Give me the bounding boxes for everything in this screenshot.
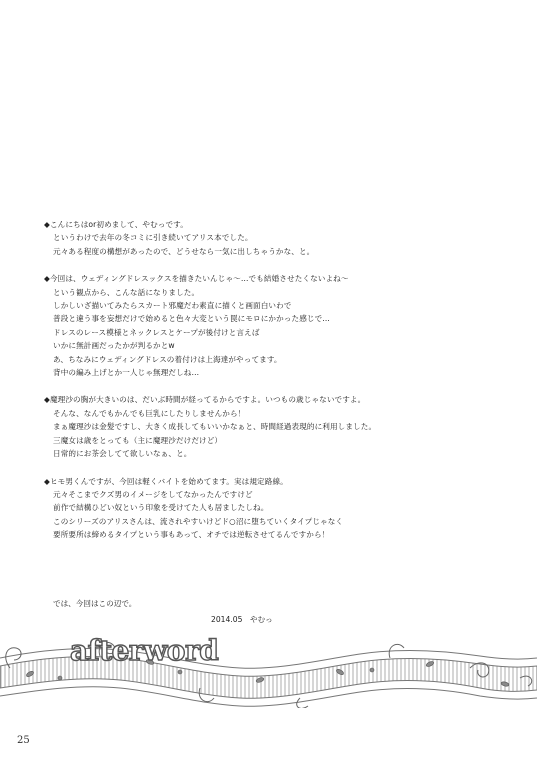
paragraph-greeting	[44, 218, 514, 258]
afterword-body	[44, 218, 514, 556]
text-line: あ、ちなみにウェディングドレスの着付けは上海達がやってます。	[53, 354, 282, 364]
paragraph-marisa	[44, 393, 514, 460]
page-number: 25	[17, 735, 30, 746]
text-line: 要所要所は締めるタイプという事もあって、オチでは逆転させてるんですから！	[53, 530, 330, 540]
text-line: 三魔女は歳をとっても（主に魔理沙だけだけど）	[53, 435, 223, 445]
afterword-title: afterword	[70, 634, 219, 667]
text-line: まぁ魔理沙は金髪ですし、大きく成長してもいいかなぁと、時間経過表現的に利用しました。	[53, 422, 377, 432]
text-line: という観点から、こんな話になりました。	[53, 287, 200, 297]
paragraph-wedding-dress	[44, 272, 514, 379]
text-line: このシリーズのアリスさんは、流されやすいけどド○沼に堕ちていくタイプじゃなく	[53, 516, 344, 526]
afterword-banner	[0, 628, 537, 708]
text-line: ◆魔理沙の胸が大きいのは、だいぶ時間が経ってるからですよ。いつもの歳じゃないですよ。	[44, 395, 366, 405]
text-line: ◆こんにちはor初めまして、やむっです。	[44, 220, 188, 229]
text-line: 日常的にお茶会してて欲しいなぁ、と。	[53, 449, 192, 459]
text-line: 元々そこまでクズ男のイメージをしてなかったんですけど	[53, 489, 253, 499]
text-line: ◆今回は、ウェディングドレスックスを描きたいんじゃ～…でも結婚させたくないよね～	[44, 274, 349, 284]
text-line: というわけで去年の冬コミに引き続いてアリス本でした。	[53, 233, 253, 243]
text-line: 普段と違う事を妄想だけで始めると色々大変という罠にモロにかかった感じで…	[53, 314, 330, 324]
text-line: 前作で結構ひどい奴という印象を受けてた人も居ましたしね。	[53, 503, 269, 513]
text-line: いかに無計画だったかが判るかとw	[53, 341, 175, 351]
text-line: 背中の編み上げとか一人じゃ無理だしね…	[53, 368, 200, 378]
text-line: しかしいざ描いてみたらスカート邪魔だわ素直に描くと画面白いわで	[53, 301, 292, 311]
text-line: ◆ヒモ男くんですが、今回は軽くバイトを始めてます。実は規定路線。	[44, 476, 288, 486]
signature-date: 2014.05 やむっ	[211, 615, 273, 624]
text-line: 元々ある程度の構想があったので、どうせなら一気に出しちゃうかな、と。	[53, 246, 315, 256]
paragraph-himo-otoko	[44, 475, 514, 542]
text-line: そんな、なんでもかんでも巨乳にしたりしませんから！	[53, 408, 246, 418]
text-line: ドレスのレース模様とネックレスとケープが後付けと言えば	[53, 327, 260, 337]
closing-line: では、今回はこの辺で。	[53, 599, 137, 608]
